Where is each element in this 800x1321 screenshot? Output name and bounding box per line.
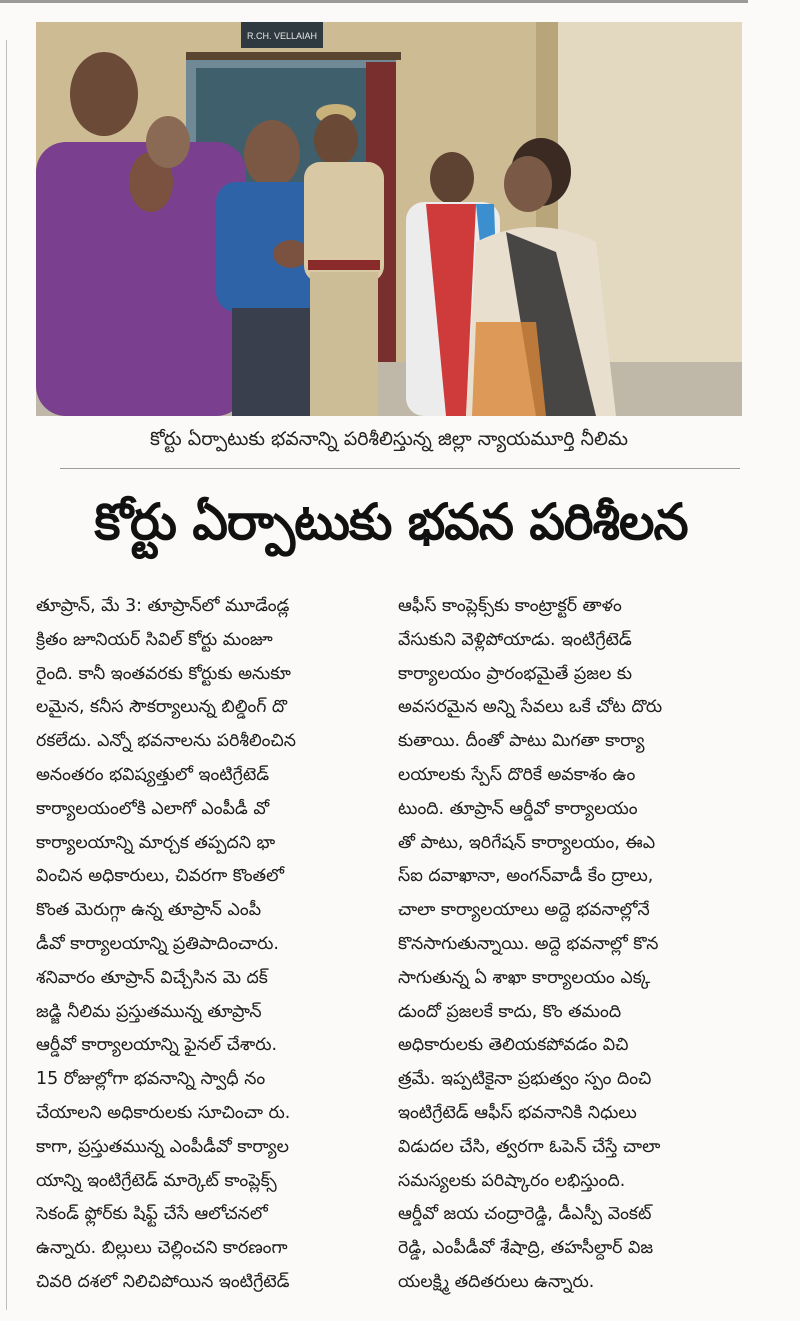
text-line: సాగుతున్న ఏ శాఖా కార్యాలయం ఎక్క [398, 967, 651, 988]
text-line: ఇంటిగ్రేటెడ్ ఆఫీస్ భవనానికి నిధులు [398, 1102, 637, 1123]
text-line: సమస్యలకు పరిష్కారం లభిస్తుంది. [398, 1170, 626, 1191]
text-line: జడ్జి నీలిమ ప్రస్తుతమున్న తూప్రాన్ [36, 1001, 262, 1022]
text-line: ఆర్డీవో కార్యాలయాన్ని ఫైనల్ చేశారు. [36, 1035, 278, 1056]
text-line: అవసరమైన అన్ని సేవలు ఒకే చోట దొరు [398, 697, 663, 718]
photo-caption: కోర్టు ఏర్పాటుకు భవనాన్ని పరిశీలిస్తున్న జిల్లా న్యాయమూర్తి నీలిమ [149, 428, 628, 450]
text-line: వించిన అధికారులు, చివరగా కొంతలో [36, 866, 284, 887]
text-line: స్ఐ దవాఖానా, అంగన్‌వాడీ కేం ద్రాలు, [398, 866, 654, 887]
text-line: అధికారులకు తెలియకపోవడం విచి [398, 1035, 629, 1056]
top-rule [0, 0, 748, 3]
text-line: త్రమే. ఇప్పటికైనా ప్రభుత్వం స్పం దించి [398, 1069, 652, 1090]
office-name-board: R.CH. VELLAIAH [246, 31, 318, 41]
text-line: కార్యాలయంలోకి ఎలాగో ఎంపీడీ వో [36, 798, 270, 819]
text-line: శనివారం తూప్రాన్ విచ్చేసిన మె దక్ [36, 967, 268, 988]
news-photo [36, 22, 742, 416]
text-line: విడుదల చేసి, త్వరగా ఓపెన్ చేస్తే చాలా [398, 1136, 661, 1157]
text-line: 15 రోజుల్లోగా భవనాన్ని స్వాధీ నం [36, 1069, 266, 1090]
text-line: కొనసాగుతున్నాయి. అద్దె భవనాల్లో కొన [398, 933, 659, 954]
text-line: రెడ్డి, ఎంపీడీవో శేషాద్రి, తహసీల్దార్ విజ [398, 1238, 654, 1259]
text-line: చివరి దశలో నిలిచిపోయిన ఇంటిగ్రేటెడ్ [36, 1271, 290, 1292]
text-line: డుందో ప్రజలకే కాదు, కొం తమంది [398, 1001, 622, 1022]
text-line: తూప్రాన్, మే 3: తూప్రాన్‌లో మూడేండ్ల [36, 596, 290, 616]
text-line: అనంతరం భవిష్యత్తులో ఇంటిగ్రేటెడ్ [36, 764, 270, 785]
article-headline: కోర్టు ఏర్పాటుకు భవన పరిశీలన [94, 493, 688, 551]
text-line: కార్యాలయం ప్రారంభమైతే ప్రజల కు [398, 663, 632, 684]
text-line: కుతాయి. దీంతో పాటు మిగతా కార్యా [398, 731, 645, 752]
text-line: చాలా కార్యాలయాలు అద్దె భవనాల్లోనే [398, 900, 650, 921]
text-line: ఉన్నారు. బిల్లులు చెల్లించని కారణంగా [36, 1238, 288, 1259]
text-line: యాన్ని ఇంటిగ్రేటెడ్ మార్కెట్ కాంప్లెక్స్ [36, 1170, 277, 1191]
text-line: క్రితం జూనియర్ సివిల్ కోర్టు మంజూ [36, 629, 273, 650]
text-line: రైంది. కానీ ఇంతవరకు కోర్టుకు అనుకూ [36, 663, 291, 684]
left-column-rule [6, 40, 7, 1310]
text-line: సెకండ్ ఫ్లోర్‌కు షిఫ్ట్ చేసే ఆలోచనలో [36, 1204, 268, 1225]
text-line: కొంత మెరుగ్గా ఉన్న తూప్రాన్ ఎంపీ [36, 900, 262, 921]
text-line: ఆర్డీవో జయ చంద్రారెడ్డి, డీఎస్పీ వెంకట్ [398, 1204, 652, 1225]
article-column-left [36, 590, 389, 1300]
text-line: చేయాలని అధికారులకు సూచించా రు. [36, 1102, 291, 1123]
text-line: టుంది. తూప్రాన్ ఆర్డీవో కార్యాలయం [398, 798, 638, 819]
text-line: ఆఫీస్ కాంప్లెక్స్‌కు కాంట్రాక్టర్ తాళం [398, 596, 622, 616]
text-line: తో పాటు, ఇరిగేషన్ కార్యాలయం, ఈఎ [398, 832, 656, 853]
text-line: లయాలకు స్పేస్ దొరికే అవకాశం ఉం [398, 764, 636, 785]
text-line: లమైన, కనీస సౌకర్యాలున్న బిల్డింగ్ దొ [36, 697, 288, 718]
caption-separator [60, 468, 740, 469]
text-line: డీవో కార్యాలయాన్ని ప్రతిపాదించారు. [36, 933, 279, 954]
article-column-right [398, 590, 751, 1300]
text-line: రకలేదు. ఎన్నో భవనాలను పరిశీలించిన [36, 731, 296, 752]
text-line: కార్యాలయాన్ని మార్చక తప్పదని భా [36, 832, 276, 853]
text-line: యలక్ష్మి తదితరులు ఉన్నారు. [398, 1271, 595, 1292]
text-line: కాగా, ప్రస్తుతమున్న ఎంపీడీవో కార్యాల [36, 1136, 289, 1157]
text-line: వేసుకుని వెళ్లిపోయాడు. ఇంటిగ్రేటెడ్ [398, 629, 632, 650]
